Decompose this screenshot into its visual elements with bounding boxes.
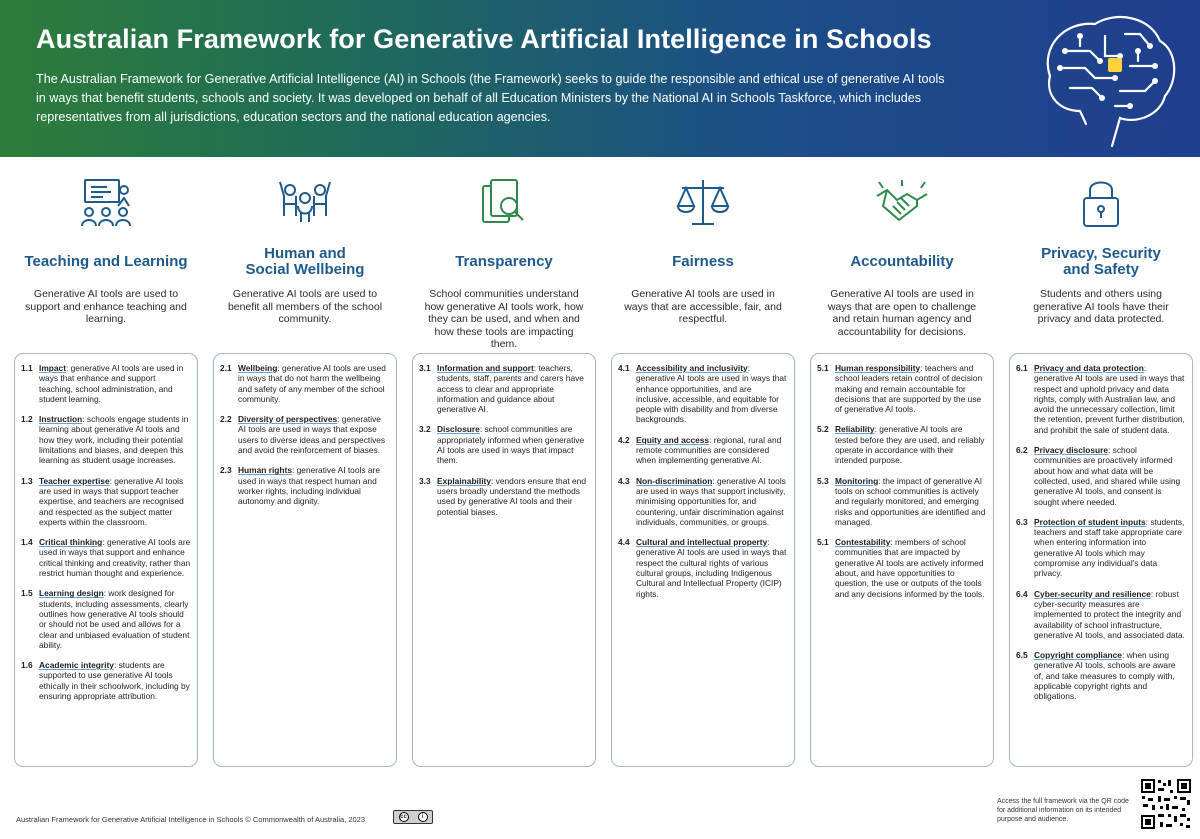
item-text: : regional, rural and remote communities are considered when implementing generative AI. (636, 434, 782, 466)
item-label: Human responsibility (835, 363, 921, 373)
list-item (1016, 445, 1186, 507)
item-text: : the impact of generative AI tools on school communities is actively and regularly monitored, and emerging risks and opportunities are identified and managed. (835, 475, 986, 527)
item-label: Monitoring (835, 475, 879, 486)
item-text: : generative AI tools are used in ways that expose users to diverse ideas and perspectives and avoid the reinforcement of biases. (238, 414, 386, 456)
item-text: : school communities are appropriately informed when generative AI tools are used in ways that impact them. (437, 424, 585, 466)
principle-description: Generative AI tools are used in ways that are open to challenge and retain human agency and accountability for decisions. (827, 288, 977, 338)
item-label: Academic integrity (39, 660, 114, 671)
item-number: 5.3 (817, 475, 829, 486)
item-label: Instruction (39, 414, 83, 425)
list-item (220, 363, 390, 404)
copyright-text: Australian Framework for Generative Artificial Intelligence in Schools © Commonwealth of Australia, 2023 (16, 815, 366, 824)
item-text: : schools engage students in learning about generative AI tools and how they work, including their potential limitations and biases, and deepen this learning as student usage increases. (39, 414, 189, 466)
item-text: : members of school communities that are impacted by generative AI tools are actively informed about, and have opportunities to question, the use or outputs of the tools and any decisions informed by the tools. (835, 537, 985, 599)
item-text: : students are supported to use generative AI tools ethically in their schoolwork, including by ensuring appropriate attribution. (39, 660, 190, 702)
list-item (1016, 589, 1186, 640)
list-item (21, 414, 191, 465)
principle-items-box (611, 353, 795, 767)
item-label: Privacy disclosure (1034, 445, 1109, 456)
header-banner (0, 0, 1200, 157)
item-label: Diversity of perspectives (238, 414, 338, 425)
item-label: Accessibility and inclusivity (636, 363, 748, 373)
list-item (1016, 517, 1186, 579)
item-number: 4.1 (618, 363, 630, 373)
principle-items-box (213, 353, 397, 767)
list-item (419, 363, 589, 414)
item-label: Copyright compliance (1034, 650, 1122, 661)
list-item (21, 660, 191, 701)
item-label: Protection of student inputs (1034, 516, 1146, 527)
item-text: : generative AI tools are used in ways that support and enhance critical thinking and creativity, rather than restrict human thought and experience. (39, 537, 191, 579)
principle-column (213, 170, 397, 770)
list-item (220, 414, 390, 455)
list-item (817, 424, 987, 465)
item-text: : vendors ensure that end users broadly understand the methods used by generative AI tools and their potential biases. (437, 475, 586, 517)
item-number: 4.2 (618, 434, 630, 445)
item-label: Information and support (437, 363, 534, 373)
principle-title: Teaching and Learning (24, 253, 188, 270)
item-number: 5.1 (817, 363, 829, 373)
principle-description: Students and others using generative AI tools have their privacy and data protected. (1033, 288, 1169, 325)
item-number: 1.3 (21, 475, 33, 486)
scales-icon (611, 176, 795, 232)
item-number: 3.3 (419, 475, 431, 486)
item-label: Contestability (835, 537, 891, 548)
page-title: Australian Framework for Generative Artificial Intelligence in Schools (36, 24, 932, 54)
people-icon (213, 176, 397, 232)
item-label: Human rights (238, 465, 292, 476)
item-label: Reliability (835, 424, 875, 435)
principle-title: Privacy, Security and Safety (1041, 245, 1161, 278)
item-number: 5.2 (817, 424, 829, 435)
item-number: 2.1 (220, 363, 232, 373)
item-number: 1.4 (21, 537, 33, 548)
list-item (1016, 650, 1186, 701)
item-label: Teacher expertise (39, 475, 110, 486)
list-item (618, 363, 788, 425)
item-text: : school communities are proactively informed about how and what data will be collected, used, and shared while using generative AI tools, and consent is sought where needed. (1034, 445, 1181, 507)
documents-search-icon (412, 176, 596, 232)
item-number: 1.5 (21, 588, 33, 599)
list-item (618, 476, 788, 527)
principle-description: Generative AI tools are used to support and enhance teaching and learning. (25, 288, 187, 325)
intro-paragraph: The Australian Framework for Generative Artificial Intelligence (AI) in Schools (the Framework) seeks to guide the responsible and ethical use of generative AI tools in ways that benefit students, schools and society. It was developed on behalf of all Education Ministers by the National AI in Schools Taskforce, which includes representatives from all jurisdictions, education sectors and the national education agencies. (36, 72, 945, 124)
item-number: 4.3 (618, 475, 630, 486)
principle-title: Human and Social Wellbeing (245, 245, 365, 278)
principle-column (412, 170, 596, 770)
item-text: : generative AI tools are tested before they are used, and reliably operate in accordance with their intended purpose. (835, 424, 985, 466)
principle-title: Transparency (455, 253, 553, 270)
padlock-icon (1009, 176, 1193, 232)
list-item (21, 537, 191, 578)
item-number: 6.3 (1016, 516, 1028, 527)
item-label: Non-discrimination (636, 475, 713, 486)
list-item (419, 476, 589, 517)
creative-commons-icon: cc i (393, 810, 433, 824)
item-number: 6.5 (1016, 650, 1028, 661)
qr-note: Access the full framework via the QR code for additional information on its intended purpose and audience. (997, 798, 1129, 823)
item-text: : teachers and school leaders retain control of decision making and remain accountable for decisions that are supported by the use of generative AI tools. (835, 363, 983, 415)
item-label: Explainability (437, 475, 491, 486)
item-number: 1.6 (21, 660, 33, 671)
principle-column (14, 170, 198, 770)
item-number: 6.4 (1016, 588, 1028, 599)
item-label: Critical thinking (39, 537, 103, 548)
item-number: 2.3 (220, 465, 232, 476)
list-item (817, 363, 987, 414)
item-text: : generative AI tools are used in ways that do not harm the wellbeing and safety of any member of the school community. (238, 363, 386, 404)
item-text: : teachers, students, staff, parents and carers have access to clear and appropriate information and guidance about generative AI. (437, 363, 584, 415)
item-text: : when using generative AI tools, schools are aware of, and take measures to comply with, applicable copyright rights and obligations. (1034, 650, 1176, 702)
list-item (817, 537, 987, 599)
item-number: 2.2 (220, 414, 232, 425)
list-item (220, 465, 390, 506)
principle-column (611, 170, 795, 770)
item-text: : work designed for students, including assessments, clearly outlines how generative AI tools should or should not be used and allows for a clear and unbiased evaluation of student ability. (39, 588, 190, 650)
principle-title: Fairness (672, 253, 734, 270)
item-number: 4.4 (618, 537, 630, 548)
item-label: Impact (39, 363, 66, 373)
principle-column (1009, 170, 1193, 770)
item-number: 5.1 (817, 537, 829, 548)
principle-items-box (1009, 353, 1193, 767)
list-item (419, 424, 589, 465)
item-text: : students, teachers and staff take appropriate care when entering information into generative AI tools which may compromise any individual's data privacy. (1034, 516, 1185, 579)
principle-items-box (412, 353, 596, 767)
item-number: 3.1 (419, 363, 431, 373)
item-number: 3.2 (419, 424, 431, 435)
list-item (618, 435, 788, 466)
item-text: : generative AI tools are used in ways that support teacher expertise, and teachers are recognised and respected as the subject matter experts within the classroom. (39, 475, 184, 527)
item-text: : generative AI tools are used in ways that support inclusivity, minimising opportunities for, and countering, unfair discrimination against individuals, communities, or groups. (636, 475, 786, 527)
list-item (817, 476, 987, 527)
item-label: Cyber-security and resilience (1034, 588, 1151, 599)
list-item (21, 363, 191, 404)
item-number: 1.1 (21, 363, 33, 373)
list-item (618, 537, 788, 599)
item-label: Equity and access (636, 434, 710, 445)
teaching-icon (14, 176, 198, 232)
list-item (21, 588, 191, 650)
principle-description: School communities understand how generative AI tools work, how they can be used, and when and how these tools are impacting them. (424, 288, 584, 350)
circuit-brain-icon (1020, 6, 1180, 152)
item-label: Learning design (39, 588, 104, 599)
item-text: : generative AI tools are used in ways that respect human and worker rights, including individual autonomy and dignity. (238, 465, 380, 507)
principle-description: Generative AI tools are used to benefit all members of the school community. (227, 288, 383, 325)
item-number: 6.1 (1016, 363, 1028, 373)
list-item (21, 476, 191, 527)
list-item (1016, 363, 1186, 435)
item-label: Privacy and data protection (1034, 363, 1144, 373)
principle-column (810, 170, 994, 770)
item-label: Disclosure (437, 424, 480, 435)
item-number: 1.2 (21, 414, 33, 425)
item-text: : generative AI tools are used in ways that respect the cultural rights of various cultural groups, including Indigenous Cultural and Intellectual Property (ICIP) rights. (636, 537, 787, 599)
item-text: : generative AI tools are used in ways that respect and uphold privacy and data rights, comply with Australian law, and avoid the unnecessary collection, limit the retention, prevent further distribution, and prohibit the sale of student data. (1034, 363, 1185, 435)
principles-grid (14, 170, 1194, 770)
item-text: : generative AI tools are used in ways that enhance and support teaching, school administration, and student learning. (39, 363, 184, 404)
item-label: Cultural and intellectual property (636, 537, 768, 548)
item-text: : generative AI tools are used in ways that enhance opportunities, and are inclusive, accessible, and equitable for people with disability and from diverse backgrounds. (636, 363, 787, 425)
qr-code-icon[interactable] (1140, 778, 1192, 830)
principle-title: Accountability (850, 253, 954, 270)
principle-items-box (810, 353, 994, 767)
item-number: 6.2 (1016, 445, 1028, 456)
principle-items-box (14, 353, 198, 767)
principle-description: Generative AI tools are used in ways that are accessible, fair, and respectful. (624, 288, 782, 325)
item-text: : robust cyber-security measures are implemented to protect the integrity and availability of school infrastructure, generative AI tools, and associated data. (1034, 588, 1185, 640)
handshake-icon (810, 176, 994, 232)
item-label: Wellbeing (238, 363, 278, 373)
